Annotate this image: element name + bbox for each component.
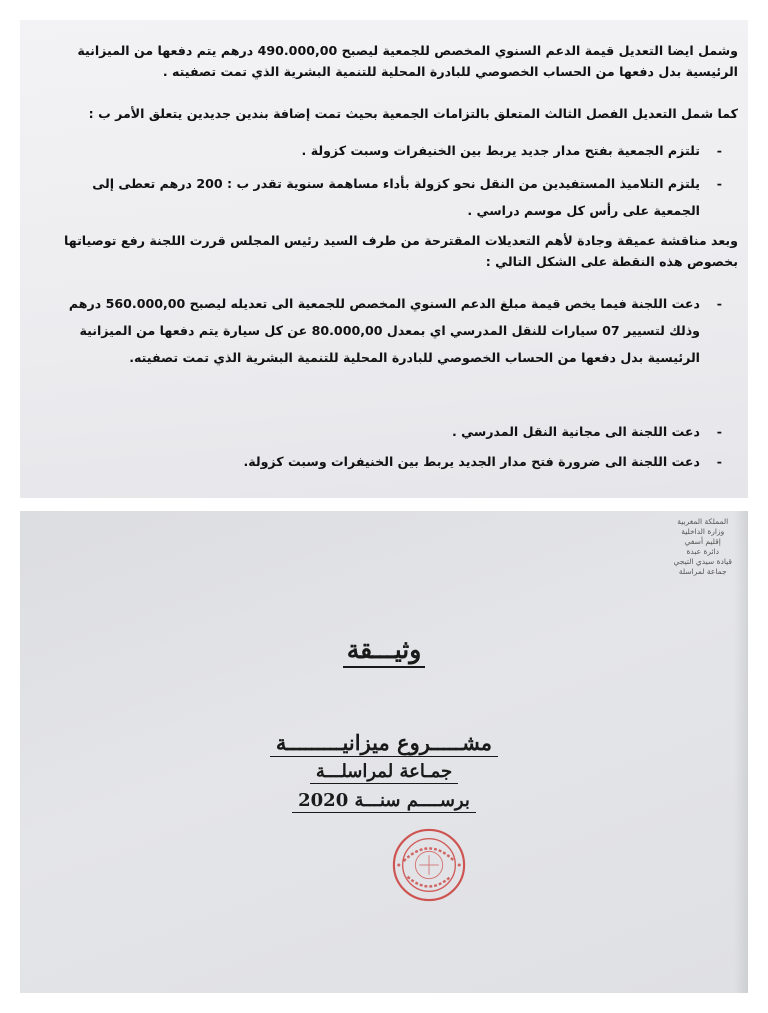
page-title-text: وثيـــقة [343,635,426,668]
commune-text: جمـاعة لمراسلـــة [310,761,458,784]
bullet-dash: - [716,143,722,158]
bullet-dash: - [716,454,722,469]
bullet-text: دعت اللجنة فيما يخص قيمة مبلغ الدعم السنوي المخصص للجمعية الى تعديله ليصبح 560.000,00 درهم وذلك لتسيير 07 سيارات للنقل المدرسي اي بمعدل 80.000,00 عن كل سيارة يتم دفعها من الميزانية الرئيسية بدل دفعها من الحساب الخصوصي للبادرة المحلية للتنمية البشرية الذي تمت تصفيته. [68,296,700,365]
commune-title [20,761,748,782]
budget-project-text: مشـــــروع ميزانيـــــــــة [270,730,498,757]
budget-project-title [20,730,748,755]
official-header [673,517,732,577]
header-line: وزارة الداخلية [681,527,725,536]
bullet-text: تلتزم الجمعية بفتح مدار جديد يربط بين الخنيفرات وسبت كزولة . [301,143,700,158]
header-line: قيادة سيدي التيجي [673,557,732,566]
official-stamp-icon [390,826,468,904]
top-document-photo [20,20,748,498]
bullet-dash: - [716,296,722,311]
bullet-text: دعت اللجنة الى مجانية النقل المدرسي . [451,424,700,439]
page-title [20,635,748,664]
year-title [20,790,748,811]
list-item [62,448,722,475]
list-item [62,170,722,224]
list-item [62,137,722,164]
header-line: إقليم أسفي [684,537,721,546]
bullet-dash: - [716,176,722,191]
paragraph-budget-amendment: وشمل ايضا التعديل قيمة الدعم السنوي المخصص للجمعية ليصبح 490.000,00 درهم يتم دفعها من الميزانية الرئيسية بدل دفعها من الحساب الخصوصي للبادرة المحلية للتنمية البشرية الذي تمت تصفيته . [77,43,738,79]
bottom-document-photo [20,511,748,993]
list-item [62,290,722,371]
paragraph-committee-discussion: وبعد مناقشة عميقة وجادة لأهم التعديلات المقترحة من طرف السيد رئيس المجلس قررت اللجنة رفع توصياتها بخصوص هذه النقطة على الشكل التالي : [64,233,738,269]
list-item [62,418,722,445]
header-line: جماعة لمراسلة [678,567,727,576]
year-text: برســــم سنـــة 2020 [292,790,476,813]
bullet-text: دعت اللجنة الى ضرورة فتح مدار الجديد يربط بين الخنيفرات وسبت كزولة. [243,454,700,469]
header-line: دائرة عبدة [686,547,720,556]
bullet-dash: - [716,424,722,439]
paragraph-commitments-amendment: كما شمل التعديل الفصل الثالث المتعلق بالتزامات الجمعية بحيث تمت إضافة بندين جديدين يتعلق الأمر ب : [88,106,738,121]
header-line: المملكة المغربية [677,517,729,526]
bullet-text: يلتزم التلاميذ المستفيدين من النقل نحو كزولة بأداء مساهمة سنوية تقدر ب : 200 درهم تعطى إلى الجمعية على رأس كل موسم دراسي . [92,176,700,218]
